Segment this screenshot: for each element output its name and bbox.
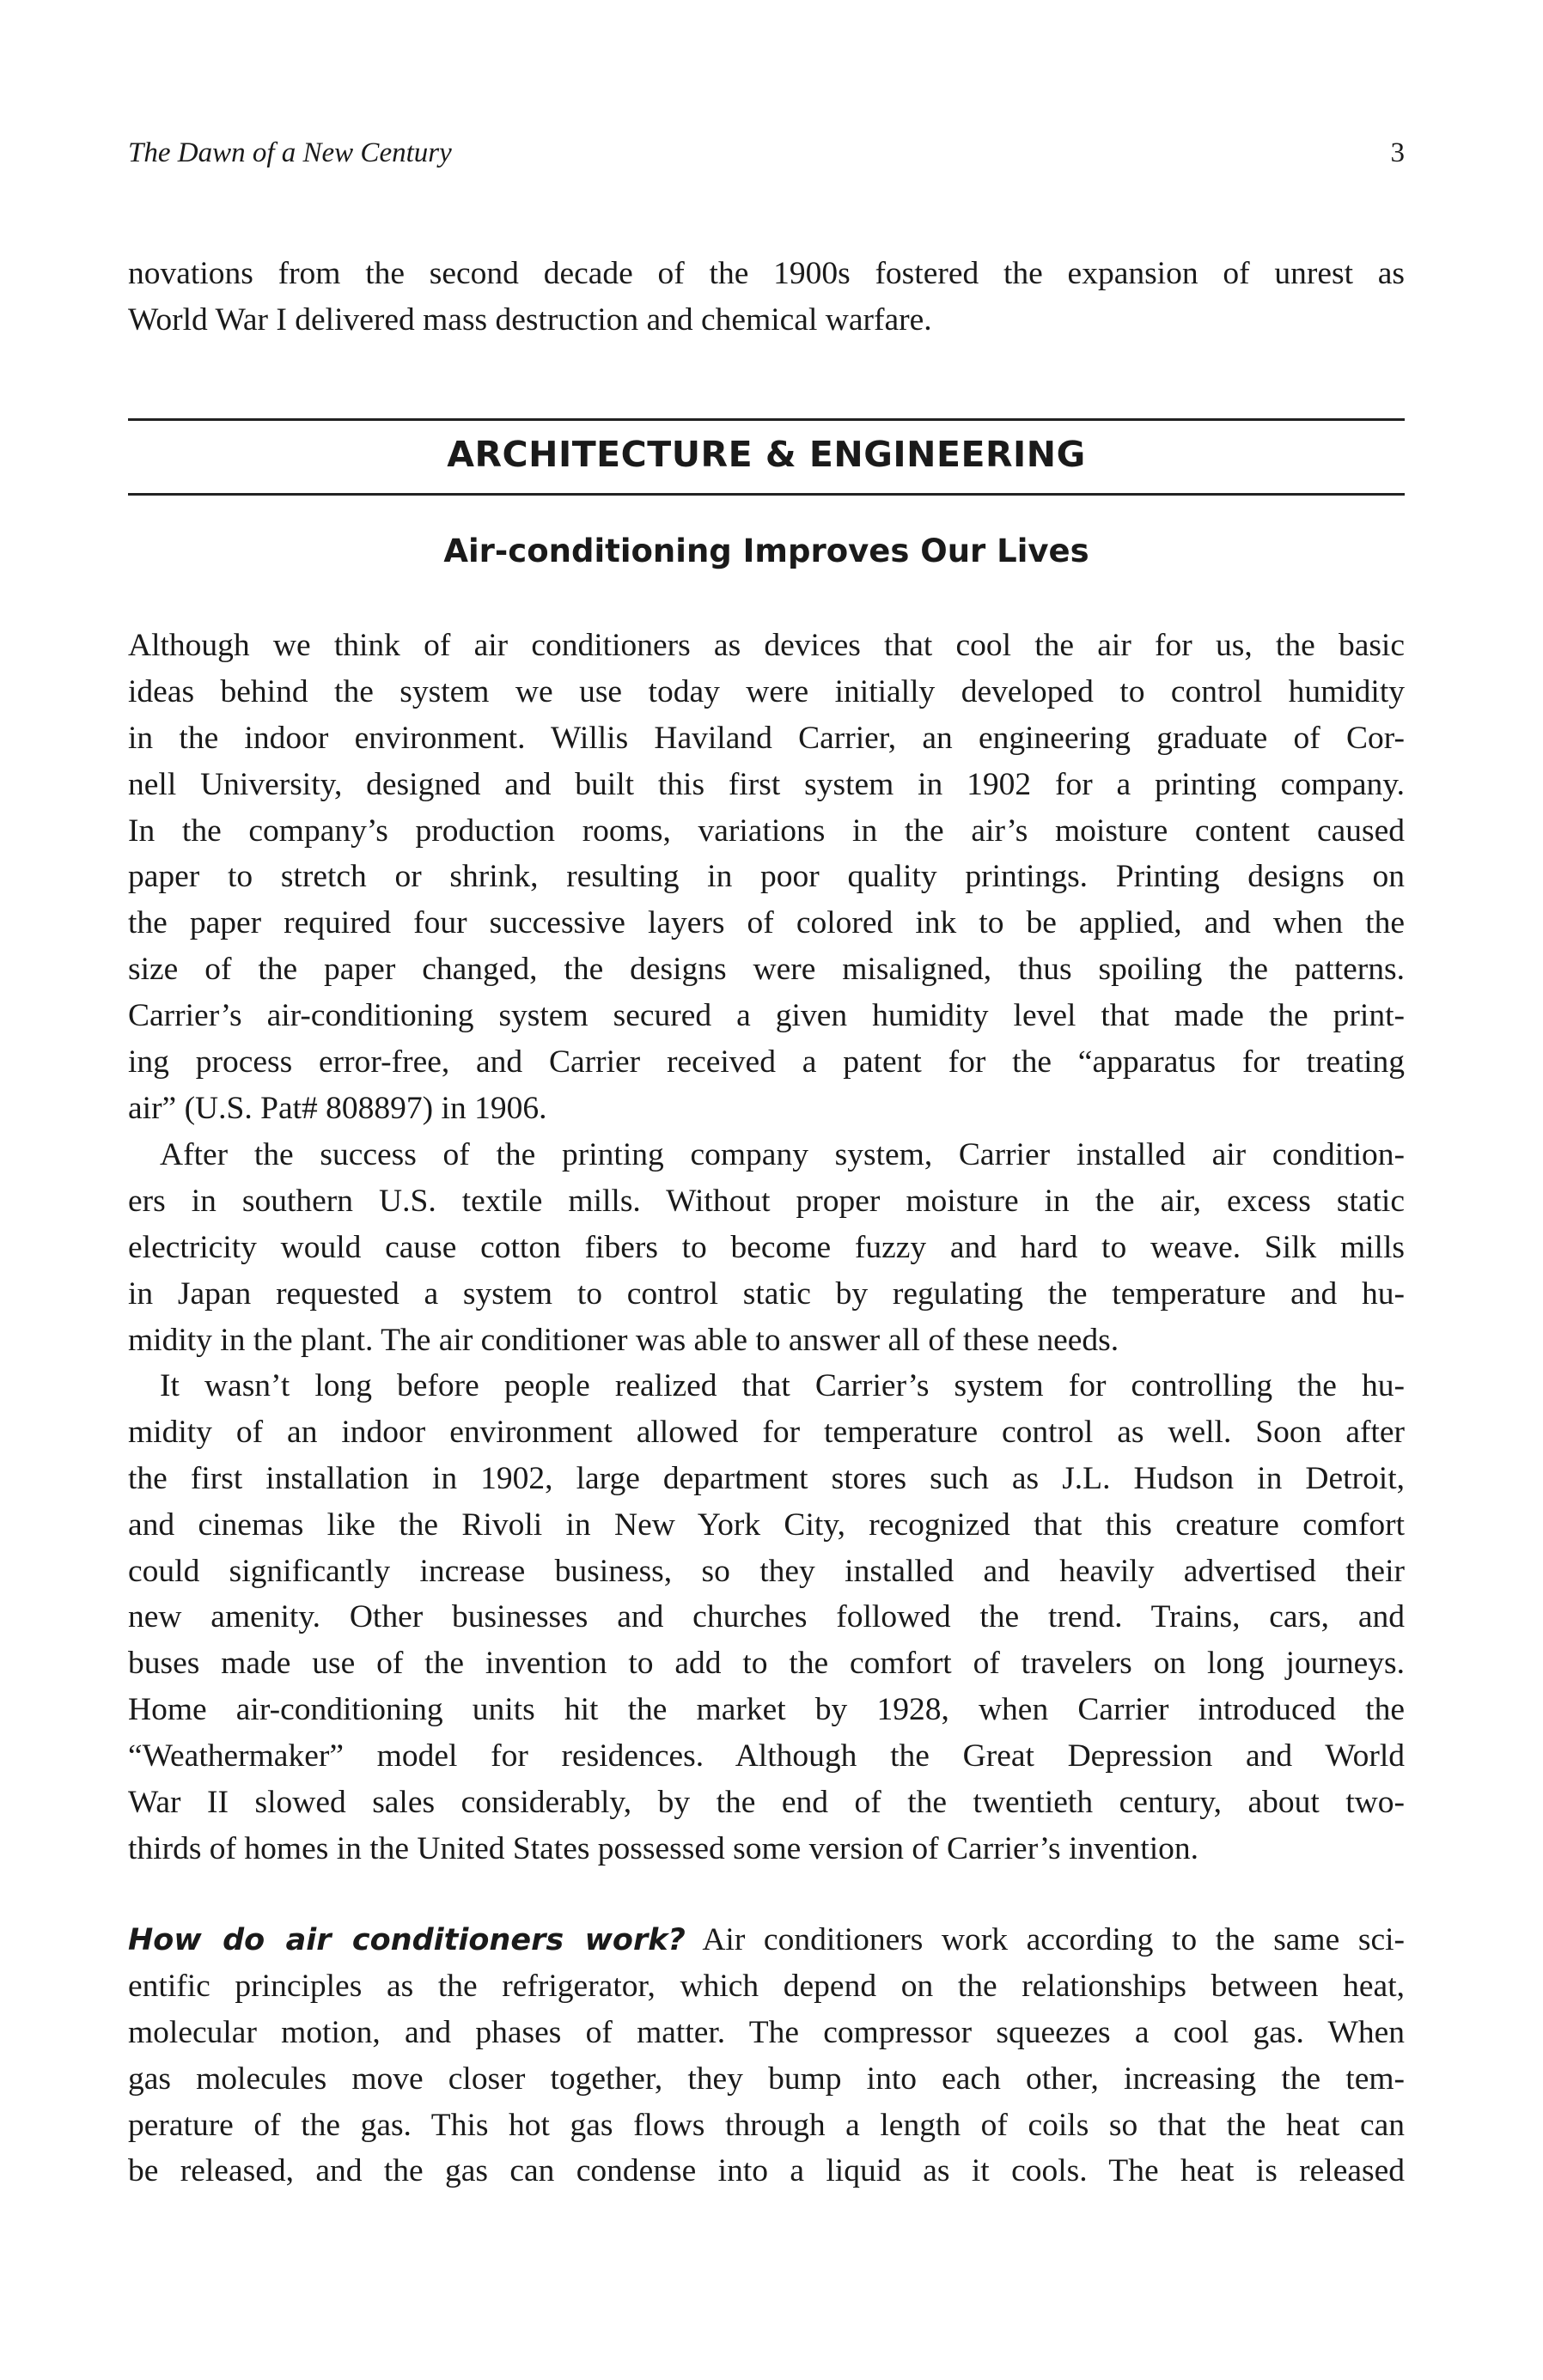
- text-line: [128, 1917, 1405, 1963]
- text-line: midity of an indoor environment allowed for temperature control as well. Soon after: [128, 1414, 1405, 1450]
- paragraph-4: [128, 1917, 1405, 2194]
- text-line: ideas behind the system we use today were initially developed to control humidity: [128, 673, 1405, 709]
- text-line: could significantly increase business, so they installed and heavily advertised their: [128, 1553, 1405, 1589]
- running-title: The Dawn of a New Century: [128, 137, 452, 168]
- section-rule-top: [128, 418, 1405, 421]
- running-header: [128, 137, 1405, 169]
- text-line: novations from the second decade of the 1900s fostered the expansion of unrest as: [128, 256, 1405, 291]
- text-line: perature of the gas. This hot gas flows through a length of coils so that the heat can: [128, 2107, 1405, 2143]
- paragraph-2: [128, 1132, 1405, 1363]
- text-line: “Weathermaker” model for residences. Although the Great Depression and World: [128, 1738, 1405, 1774]
- question-lead: How do air conditioners work?: [128, 1923, 686, 1957]
- text-line: be released, and the gas can condense into a liquid as it cools. The heat is released: [128, 2153, 1405, 2189]
- text-line: gas molecules move closer together, they bump into each other, increasing the tem-: [128, 2060, 1405, 2097]
- text-line: and cinemas like the Rivoli in New York City, recognized that this creature comfort: [128, 1507, 1405, 1543]
- text-line: Home air-conditioning units hit the market by 1928, when Carrier introduced the: [128, 1692, 1405, 1728]
- paragraph-1: [128, 623, 1405, 1132]
- text-line: molecular motion, and phases of matter. The compressor squeezes a cool gas. When: [128, 2014, 1405, 2050]
- text-line: electricity would cause cotton fibers to become fuzzy and hard to weave. Silk mills: [128, 1229, 1405, 1265]
- page-number: 3: [1390, 137, 1405, 168]
- text-line: size of the paper changed, the designs were misaligned, thus spoiling the patterns.: [128, 952, 1405, 988]
- text-line: thirds of homes in the United States possessed some version of Carrier’s invention.: [128, 1830, 1198, 1866]
- text-line: in the indoor environment. Willis Haviland Carrier, an engineering graduate of Cor-: [128, 720, 1405, 756]
- text-line: in Japan requested a system to control static by regulating the temperature and hu-: [128, 1275, 1405, 1312]
- text-line: paper to stretch or shrink, resulting in poor quality printings. Printing designs on: [128, 859, 1405, 895]
- text-line: buses made use of the invention to add to the comfort of travelers on long journeys.: [128, 1646, 1405, 1682]
- text-line: World War I delivered mass destruction and chemical warfare.: [128, 301, 932, 338]
- text-line: entific principles as the refrigerator, which depend on the relationships between heat,: [128, 1968, 1405, 2004]
- section-rule-bottom: [128, 493, 1405, 496]
- text-line: new amenity. Other businesses and churches followed the trend. Trains, cars, and: [128, 1599, 1405, 1635]
- text-line: Although we think of air conditioners as devices that cool the air for us, the basic: [128, 628, 1405, 663]
- text-line: After the success of the printing company system, Carrier installed air condition-: [160, 1137, 1405, 1172]
- intro-paragraph: [128, 251, 1405, 344]
- text-fragment: Air conditioners work according to the same sci-: [685, 1922, 1405, 1957]
- text-line: air” (U.S. Pat# 808897) in 1906.: [128, 1090, 547, 1126]
- text-line: Carrier’s air-conditioning system secured a given humidity level that made the print-: [128, 998, 1405, 1034]
- text-line: War II slowed sales considerably, by the end of the twentieth century, about two-: [128, 1785, 1405, 1821]
- paragraph-3: [128, 1363, 1405, 1872]
- section-title: ARCHITECTURE & ENGINEERING: [447, 434, 1086, 475]
- text-line: the paper required four successive layers of colored ink to be applied, and when the: [128, 905, 1405, 941]
- text-line: In the company’s production rooms, variations in the air’s moisture content caused: [128, 813, 1405, 849]
- text-line: ers in southern U.S. textile mills. Without proper moisture in the air, excess static: [128, 1183, 1405, 1219]
- text-line: ing process error-free, and Carrier received a patent for the “apparatus for treating: [128, 1044, 1405, 1080]
- text-line: It wasn’t long before people realized that Carrier’s system for controlling the hu-: [160, 1368, 1405, 1403]
- text-line: nell University, designed and built this first system in 1902 for a printing company.: [128, 766, 1405, 802]
- text-line: midity in the plant. The air conditioner was able to answer all of these needs.: [128, 1322, 1119, 1358]
- text-line: the first installation in 1902, large department stores such as J.L. Hudson in Detroit,: [128, 1460, 1405, 1496]
- article-title: Air-conditioning Improves Our Lives: [443, 533, 1089, 569]
